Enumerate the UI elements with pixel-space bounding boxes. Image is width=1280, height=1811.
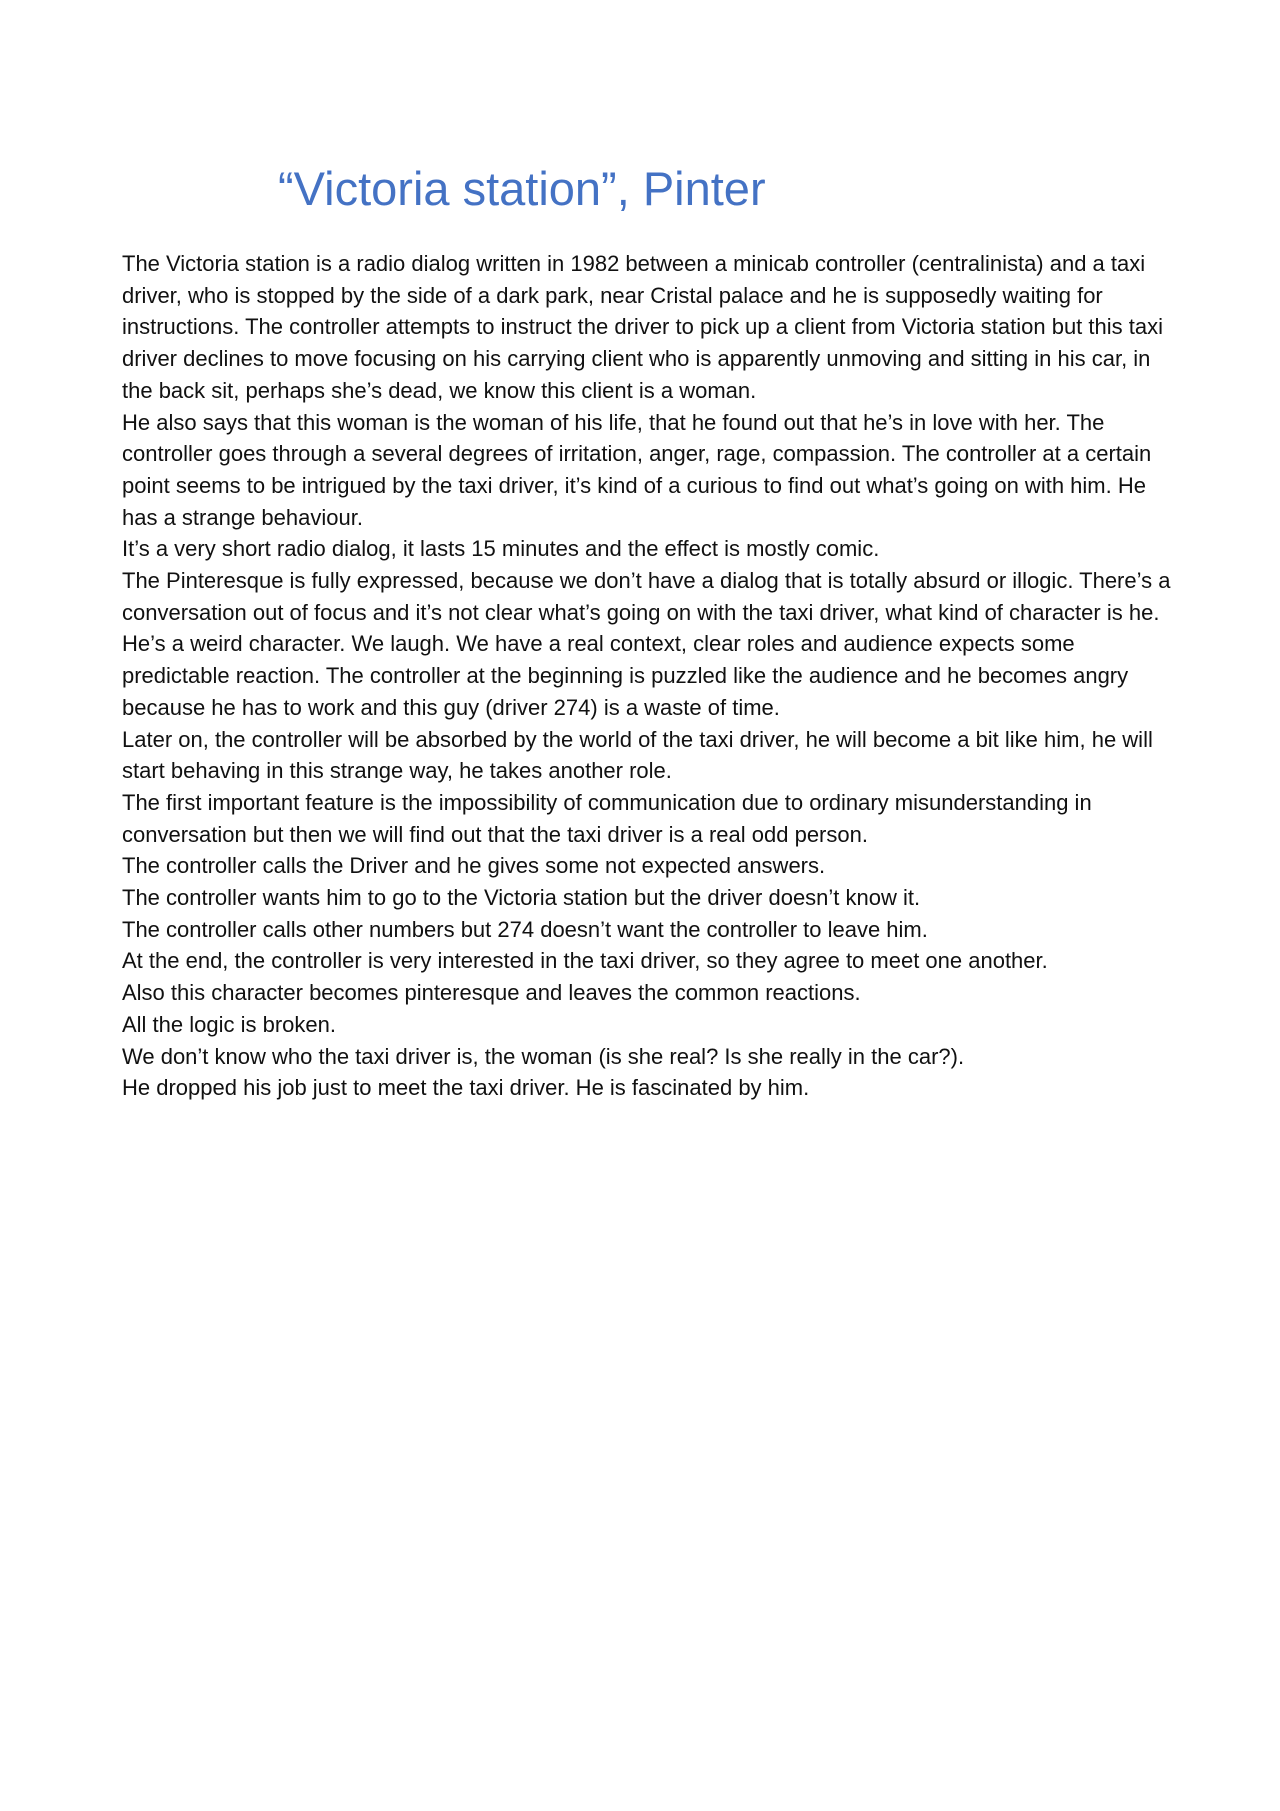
paragraph: The controller calls other numbers but 274 doesn’t want the controller to leave him. <box>122 916 928 942</box>
paragraph: He also says that this woman is the woman of his life, that he found out that he’s in love with her. The controller goes through a several degrees of irritation, anger, rage, compassion. The controller at a certain point seems to be intrigued by the taxi driver, it’s kind of a curious to find out what’s going on with him. He has a strange behaviour. <box>122 409 1152 530</box>
paragraph: The controller calls the Driver and he gives some not expected answers. <box>122 853 826 879</box>
paragraph: At the end, the controller is very interested in the taxi driver, so they agree to meet one another. <box>122 948 1048 974</box>
paragraph: Also this character becomes pinteresque and leaves the common reactions. <box>122 980 861 1006</box>
paragraph: He dropped his job just to meet the taxi driver. He is fascinated by him. <box>122 1075 810 1101</box>
paragraph: All the logic is broken. <box>122 1011 336 1037</box>
paragraph: Later on, the controller will be absorbed by the world of the taxi driver, he will become a bit like him, he will start behaving in this strange way, he takes another role. <box>122 726 1153 784</box>
document-body <box>122 248 1182 1104</box>
paragraph: The first important feature is the impossibility of communication due to ordinary misunderstanding in conversation but then we will find out that the taxi driver is a real odd person. <box>122 789 1092 847</box>
document-title: “Victoria station”, Pinter <box>278 162 766 215</box>
paragraph: The Pinteresque is fully expressed, because we don’t have a dialog that is totally absurd or illogic. There’s a conversation out of focus and it’s not clear what’s going on with the taxi driver, what kind of character is he. He’s a weird character. We laugh. We have a real context, clear roles and audience expects some predictable reaction. The controller at the beginning is puzzled like the audience and he becomes angry because he has to work and this guy (driver 274) is a waste of time. <box>122 568 1171 720</box>
paragraph: It’s a very short radio dialog, it lasts 15 minutes and the effect is mostly comic. <box>122 536 880 562</box>
paragraph: The Victoria station is a radio dialog written in 1982 between a minicab controller (centralinista) and a taxi driver, who is stopped by the side of a dark park, near Cristal palace and he is supposedly waiting for instructions. The controller attempts to instruct the driver to pick up a client from Victoria station but this taxi driver declines to move focusing on his carrying client who is apparently unmoving and sitting in his car, in the back sit, perhaps she’s dead, we know this client is a woman. <box>122 251 1163 403</box>
paragraph: We don’t know who the taxi driver is, the woman (is she real? Is she really in the car?). <box>122 1043 965 1069</box>
paragraph: The controller wants him to go to the Victoria station but the driver doesn’t know it. <box>122 885 921 911</box>
